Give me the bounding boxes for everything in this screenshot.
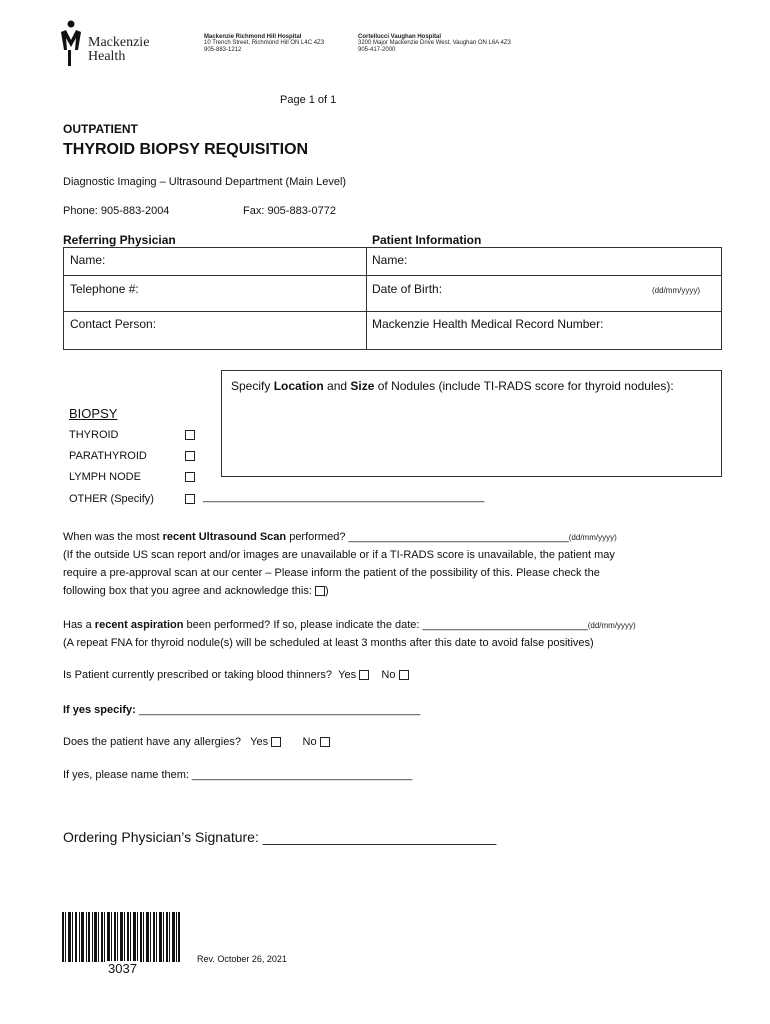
hospital-1-phone: 905-883-1212 bbox=[204, 47, 242, 53]
page-title: THYROID BIOPSY REQUISITION bbox=[63, 141, 309, 158]
phone-text: Phone: 905-883-2004 bbox=[63, 205, 170, 217]
department-text: Diagnostic Imaging – Ultrasound Department (Main Level) bbox=[63, 176, 347, 188]
if-yes-specify-row[interactable] bbox=[63, 704, 420, 716]
page-label: Page 1 of 1 bbox=[280, 94, 337, 106]
blood-thinners-yes-label: Yes bbox=[338, 669, 357, 681]
patient-dob-field[interactable]: Date of Birth: bbox=[372, 282, 443, 296]
ultrasound-note-line2: require a pre-approval scan at our center – Please inform the patient of the possibility of this. Please check the bbox=[63, 567, 600, 579]
nodules-prefix: Specify bbox=[231, 379, 274, 393]
allergies-row bbox=[63, 736, 330, 748]
nodules-location-label: Location bbox=[273, 379, 324, 393]
if-yes-specify-label: If yes specify: bbox=[63, 704, 139, 716]
patient-information-heading: Patient Information bbox=[372, 233, 482, 247]
blood-thinners-question: Is Patient currently prescribed or taking blood thinners? bbox=[63, 669, 333, 681]
referring-physician-heading: Referring Physician bbox=[63, 233, 176, 247]
allergies-no-checkbox[interactable] bbox=[320, 737, 330, 747]
allergies-question: Does the patient have any allergies? bbox=[63, 736, 241, 748]
hospital-2-address: 3200 Major Mackenzie Drive West, Vaughan ON L6A 4Z3 bbox=[358, 40, 511, 46]
biopsy-option-parathyroid: PARATHYROID bbox=[69, 450, 147, 462]
biopsy-option-other: OTHER (Specify) bbox=[69, 493, 154, 505]
blood-thinners-no-label: No bbox=[381, 669, 396, 681]
aspiration-q-post: been performed? If so, please indicate the date: ___________________________ bbox=[183, 619, 588, 631]
signature-field[interactable]: Ordering Physician’s Signature: ______________________________ bbox=[63, 829, 497, 845]
biopsy-option-thyroid: THYROID bbox=[69, 429, 119, 441]
hospital-1-address: 10 Trench Street, Richmond Hill ON L4C 4Z3 bbox=[204, 40, 325, 46]
referring-telephone-field[interactable]: Telephone #: bbox=[70, 282, 139, 296]
lymph-node-checkbox[interactable] bbox=[185, 472, 195, 482]
nodules-box[interactable] bbox=[221, 370, 722, 477]
blood-thinners-yes-checkbox[interactable] bbox=[359, 670, 369, 680]
aspiration-q-bold: recent aspiration bbox=[94, 619, 184, 631]
hospital-2-phone: 905-417-2000 bbox=[358, 47, 396, 53]
aspiration-date-format: (dd/mm/yyyy) bbox=[587, 621, 636, 630]
ultrasound-note3-pre: following box that you agree and acknowledge this: bbox=[63, 585, 315, 597]
table-divider-row2 bbox=[64, 311, 721, 312]
logo-line2: Health bbox=[88, 49, 126, 64]
parathyroid-checkbox[interactable] bbox=[185, 451, 195, 461]
ultrasound-q-bold: recent Ultrasound Scan bbox=[162, 531, 287, 543]
ultrasound-note-line3 bbox=[63, 585, 329, 597]
dob-format-hint: (dd/mm/yyyy) bbox=[652, 286, 700, 295]
barcode bbox=[62, 912, 180, 962]
hospital-1-info bbox=[204, 34, 354, 54]
category-label: OUTPATIENT bbox=[63, 122, 138, 136]
allergies-yes-checkbox[interactable] bbox=[271, 737, 281, 747]
blood-thinners-row bbox=[63, 669, 409, 681]
aspiration-q-pre: Has a bbox=[63, 619, 95, 631]
table-divider-vertical bbox=[366, 248, 367, 349]
thyroid-checkbox[interactable] bbox=[185, 430, 195, 440]
barcode-icon bbox=[62, 912, 180, 962]
logo-line1: Mackenzie bbox=[88, 35, 150, 50]
biopsy-heading: BIOPSY bbox=[69, 406, 118, 421]
hospital-2-info bbox=[358, 34, 538, 54]
ultrasound-date-format: (dd/mm/yyyy) bbox=[568, 533, 617, 542]
barcode-number: 3037 bbox=[108, 961, 137, 976]
patient-mrn-field[interactable]: Mackenzie Health Medical Record Number: bbox=[372, 317, 604, 331]
hospital-2-name: Cortellucci Vaughan Hospital bbox=[358, 34, 442, 40]
mackenzie-health-logo bbox=[58, 20, 168, 68]
ultrasound-note3-post: ) bbox=[324, 585, 329, 597]
other-specify-line[interactable]: ______________________________________________ bbox=[203, 491, 485, 503]
patient-name-field[interactable]: Name: bbox=[372, 253, 408, 267]
blood-thinners-no-checkbox[interactable] bbox=[399, 670, 409, 680]
allergies-no-label: No bbox=[302, 736, 317, 748]
allergies-yes-label: Yes bbox=[250, 736, 269, 748]
referring-contact-field[interactable]: Contact Person: bbox=[70, 317, 157, 331]
biopsy-option-lymph-node: LYMPH NODE bbox=[69, 471, 141, 483]
if-yes-specify-line: ______________________________________________ bbox=[138, 704, 421, 716]
nodules-prompt bbox=[231, 379, 674, 393]
aspiration-note: (A repeat FNA for thyroid nodule(s) will be scheduled at least 3 months after this date to avoid false positives) bbox=[63, 637, 594, 649]
nodules-size-label: Size bbox=[350, 379, 375, 393]
ultrasound-note-line1: (If the outside US scan report and/or images are unavailable or if a TI-RADS score is unavailable, the patient may bbox=[63, 549, 615, 561]
nodules-and: and bbox=[323, 379, 351, 393]
ultrasound-question[interactable] bbox=[63, 531, 617, 543]
revision-date: Rev. October 26, 2021 bbox=[197, 954, 287, 964]
acknowledge-checkbox[interactable] bbox=[315, 586, 325, 596]
logo-figure-icon bbox=[58, 20, 84, 68]
fax-text: Fax: 905-883-0772 bbox=[243, 205, 336, 217]
info-table bbox=[63, 247, 722, 350]
ultrasound-q-pre: When was the most bbox=[63, 531, 163, 543]
table-divider-row1 bbox=[64, 275, 721, 276]
ultrasound-q-post: performed? ____________________________________ bbox=[286, 531, 569, 543]
referring-name-field[interactable]: Name: bbox=[70, 253, 106, 267]
hospital-1-name: Mackenzie Richmond Hill Hospital bbox=[204, 34, 302, 40]
aspiration-question[interactable] bbox=[63, 619, 636, 631]
other-checkbox[interactable] bbox=[185, 494, 195, 504]
allergies-names-field[interactable]: If yes, please name them: ____________________________________ bbox=[63, 769, 413, 781]
nodules-suffix: of Nodules (include TI-RADS score for thyroid nodules): bbox=[374, 379, 674, 393]
